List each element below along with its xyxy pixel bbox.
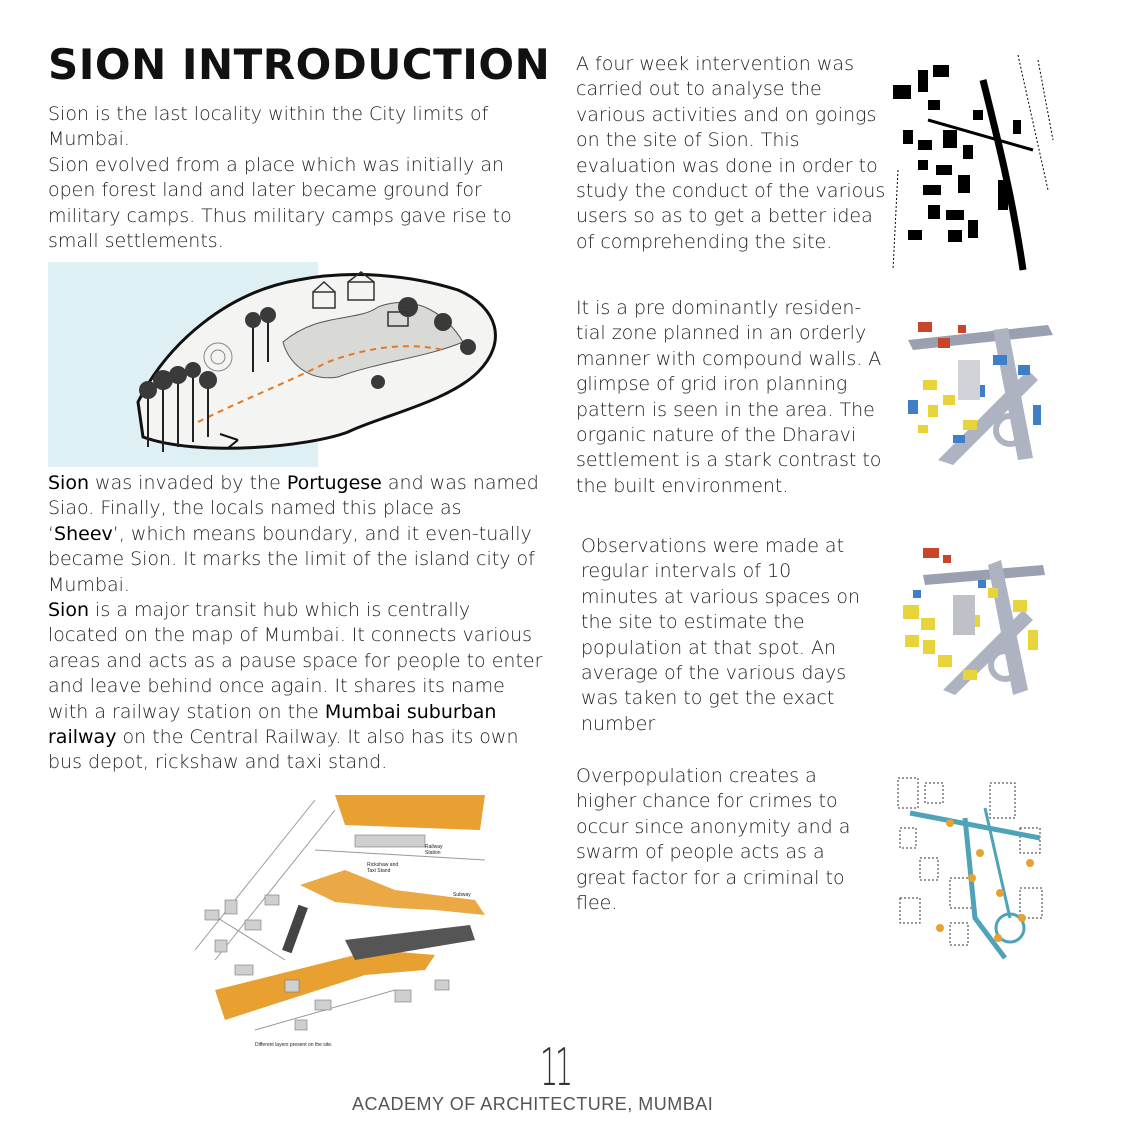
population-3d-map xyxy=(893,540,1053,700)
intro-paragraph-2: Sion evolved from a place which was initially an open forest land and later became ground for military camps. Thus military camps gave rise to small settlements. xyxy=(48,153,512,253)
map-label-subway: Subway xyxy=(453,892,471,898)
observations-paragraph: Observations were made at regular intervals of 10 minutes at various spaces on the site to estimate the population at that spot. An average of the various days was taken to get the exact number xyxy=(581,535,861,735)
sion-link-2[interactable]: Sion xyxy=(48,599,90,622)
zoning-3d-map xyxy=(898,310,1058,465)
sion-link[interactable]: Sion xyxy=(48,472,90,494)
map-label-rickshaw: Rickshaw and xyxy=(367,862,399,868)
portugese-link[interactable]: Portugese xyxy=(286,472,382,494)
transit-text-a: is a major transit hub which is centrally located on the map of Mumbai. It connects various areas and acts as a pause space for people to enter and leave behind once again. It shares its name with a railway station on the xyxy=(48,599,543,723)
intro-text xyxy=(48,102,538,254)
transit-paragraph xyxy=(48,598,543,776)
history-text-a: was invaded by the xyxy=(89,472,287,494)
crime-density-map xyxy=(890,768,1055,963)
residential-paragraph: It is a pre dominantly residen-tial zone planned in an orderly manner with compound walls. A glimpse of grid iron planning pattern is seen in the area. The organic nature of the Dharavi settlement is a stark contrast to the built environment. xyxy=(576,297,882,497)
figure-ground-map xyxy=(888,50,1058,275)
site-layers-map xyxy=(195,790,495,1052)
history-text-b: and was named Siao. Finally, the locals named this place as ‘ xyxy=(48,472,539,545)
map-caption: Different layers present on the site. xyxy=(255,1042,333,1048)
map-label-station: Station xyxy=(425,850,441,856)
history-text-c: ’, which means boundary, and it even-tually became Sion. It marks the limit of the island city of Mumbai. xyxy=(48,522,535,596)
overpopulation-paragraph: Overpopulation creates a higher chance for crimes to occur since anonymity and a swarm of people acts as a great factor for a criminal to flee. xyxy=(576,765,851,915)
intro-paragraph-1: Sion is the last locality within the City limits of Mumbai. xyxy=(48,103,489,151)
page-title: SION INTRODUCTION xyxy=(48,40,551,89)
history-text xyxy=(48,471,543,776)
sheev-link[interactable]: Sheev xyxy=(54,522,113,545)
railway-link[interactable]: Mumbai suburban railway xyxy=(48,700,497,749)
intervention-paragraph: A four week intervention was carried out to analyse the various activities and on goings on the site of Sion. This evaluation was done in order to study the conduct of the various users so as to get a better idea of comprehending the site. xyxy=(576,53,886,253)
sion-hill-sketch xyxy=(48,262,548,467)
history-paragraph xyxy=(48,471,543,598)
map-label-taxi: Taxi Stand xyxy=(367,868,391,874)
transit-text-b: on the Central Railway. It also has its own bus depot, rickshaw and taxi stand. xyxy=(48,726,519,774)
map-label-railway: Railway xyxy=(425,844,443,850)
page-number: 11 xyxy=(540,1038,570,1098)
footer-institution: ACADEMY OF ARCHITECTURE, MUMBAI xyxy=(352,1094,714,1114)
